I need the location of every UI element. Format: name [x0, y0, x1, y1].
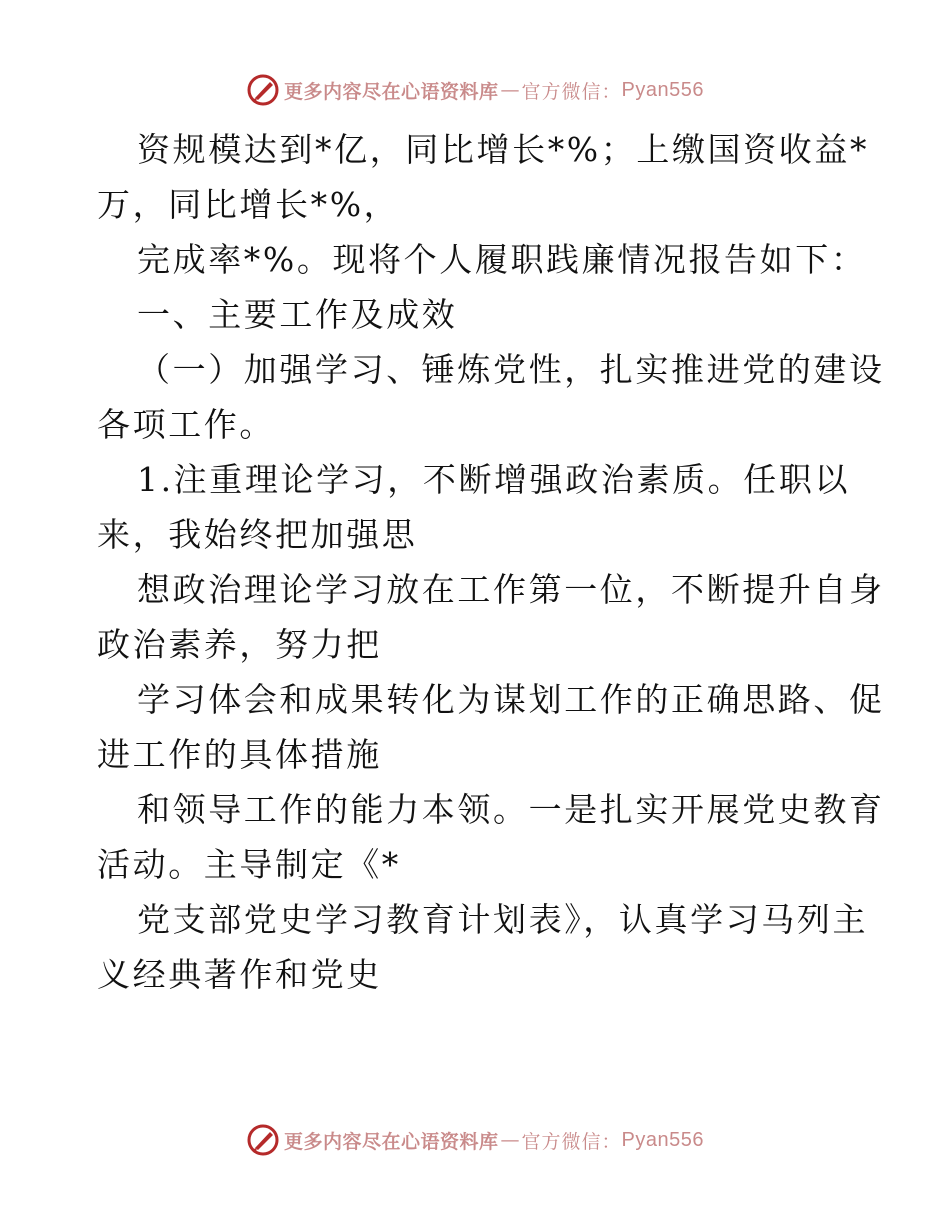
watermark-dash: — — [500, 79, 520, 101]
subsection-heading: （一）加强学习、锤炼党性，扎实推进党的建设 — [137, 350, 885, 389]
quill-pen-logo-icon — [246, 1123, 280, 1157]
watermark-dash: — — [500, 1129, 520, 1151]
text-line-14: 活动。主导制定《* — [97, 845, 401, 884]
text-line-12: 进工作的具体措施 — [97, 735, 382, 774]
quill-pen-logo-icon — [246, 73, 280, 107]
text-line-9: 想政治理论学习放在工作第一位，不断提升自身 — [137, 570, 885, 609]
text-line-13: 和领导工作的能力本领。一是扎实开展党史教育 — [137, 790, 885, 829]
watermark-wechat-id: Pyan556 — [621, 78, 704, 101]
text-line-16: 义经典著作和党史 — [97, 955, 382, 994]
text-line-15: 党支部党史学习教育计划表》，认真学习马列主 — [137, 900, 869, 939]
text-line-3: 完成率*%。现将个人履职践廉情况报告如下： — [137, 240, 867, 279]
watermark-wechat-label: 官方微信： — [521, 1130, 622, 1153]
text-line-7: 1.注重理论学习，不断增强政治素质。任职以 — [137, 460, 851, 499]
text-line-2: 万，同比增长*%， — [97, 185, 400, 224]
watermark-site-name: 更多内容尽在心语资料库 — [284, 1130, 499, 1153]
header-watermark — [0, 70, 950, 110]
watermark-site-name: 更多内容尽在心语资料库 — [284, 80, 499, 103]
text-line-1: 资规模达到*亿，同比增长*%；上缴国资收益* — [137, 130, 870, 169]
text-line-8: 来，我始终把加强思 — [97, 515, 418, 554]
document-body — [97, 122, 885, 1002]
text-line-11: 学习体会和成果转化为谋划工作的正确思路、促 — [137, 680, 885, 719]
section-heading: 一、主要工作及成效 — [137, 295, 458, 334]
watermark-wechat-label: 官方微信： — [521, 80, 622, 103]
watermark-wechat-id: Pyan556 — [621, 1128, 704, 1151]
text-line-10: 政治素养，努力把 — [97, 625, 382, 664]
footer-watermark — [0, 1120, 950, 1160]
text-line-6: 各项工作。 — [97, 405, 275, 444]
